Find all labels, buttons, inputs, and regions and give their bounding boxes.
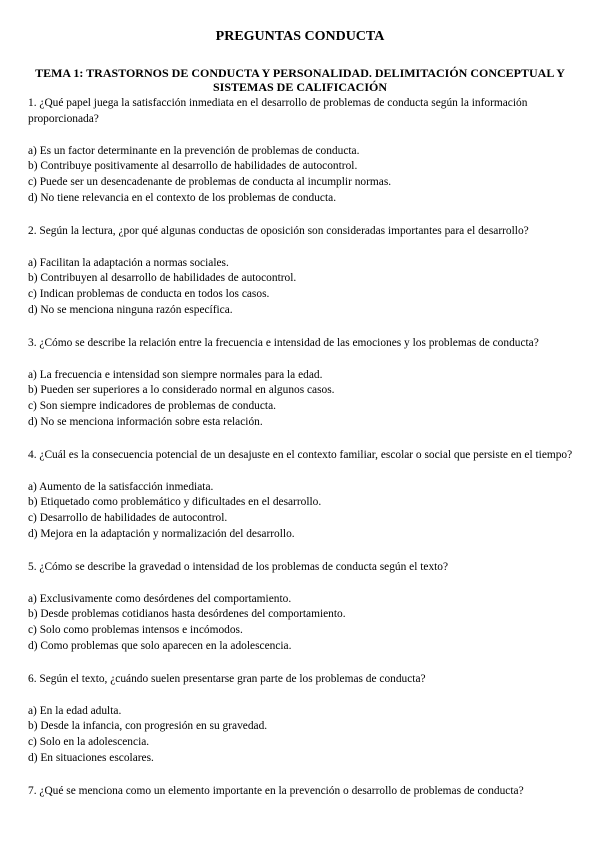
question-list <box>28 96 573 817</box>
answer-option: c) Son siempre indicadores de problemas de conducta. <box>28 400 276 413</box>
question-2 <box>28 224 573 319</box>
answer-option: a) Facilitan la adaptación a normas sociales. <box>28 256 229 269</box>
answer-option: b) Pueden ser superiores a lo considerado normal en algunos casos. <box>28 384 335 397</box>
answer-option: c) Solo como problemas intensos e incómodos. <box>28 624 243 637</box>
answer-option: c) Solo en la adolescencia. <box>28 736 150 749</box>
question-6 <box>28 672 573 767</box>
question-text: 6. Según el texto, ¿cuándo suelen presentarse gran parte de los problemas de conducta? <box>28 672 426 685</box>
answer-option: b) Etiquetado como problemático y dificultades en el desarrollo. <box>28 496 322 509</box>
question-4 <box>28 448 573 543</box>
question-text: 2. Según la lectura, ¿por qué algunas conductas de oposición son consideradas importantes para el desarrollo? <box>28 224 529 237</box>
answer-option: d) No se menciona ninguna razón específica. <box>28 303 233 316</box>
question-text: 7. ¿Qué se menciona como un elemento importante en la prevención o desarrollo de problemas de conducta? <box>28 784 524 797</box>
answer-option: a) Aumento de la satisfacción inmediata. <box>28 480 214 493</box>
answer-option: a) Exclusivamente como desórdenes del comportamiento. <box>28 592 292 605</box>
topic-heading: TEMA 1: TRASTORNOS DE CONDUCTA Y PERSONALIDAD. DELIMITACIÓN CONCEPTUAL Y SISTEMAS DE CALIFICACIÓN <box>35 66 565 94</box>
answer-option: a) Es un factor determinante en la prevención de problemas de conducta. <box>28 144 360 157</box>
document-title: PREGUNTAS CONDUCTA <box>215 29 385 44</box>
answer-option: c) Desarrollo de habilidades de autocontrol. <box>28 512 228 525</box>
answer-option: d) En situaciones escolares. <box>28 751 154 764</box>
answer-option: c) Indican problemas de conducta en todos los casos. <box>28 288 270 301</box>
answer-option: b) Contribuye positivamente al desarrollo de habilidades de autocontrol. <box>28 160 358 173</box>
question-1 <box>28 96 573 207</box>
answer-option: a) En la edad adulta. <box>28 704 122 717</box>
question-text: 1. ¿Qué papel juega la satisfacción inmediata en el desarrollo de problemas de conducta según la información proporcionada? <box>28 97 528 125</box>
question-5 <box>28 560 573 655</box>
answer-option: d) Como problemas que solo aparecen en la adolescencia. <box>28 639 292 652</box>
answer-option: b) Desde problemas cotidianos hasta desórdenes del comportamiento. <box>28 608 346 621</box>
answer-option: b) Contribuyen al desarrollo de habilidades de autocontrol. <box>28 272 297 285</box>
question-text: 5. ¿Cómo se describe la gravedad o intensidad de los problemas de conducta según el texto? <box>28 560 449 573</box>
answer-option: d) Mejora en la adaptación y normalización del desarrollo. <box>28 527 295 540</box>
answer-option: a) La frecuencia e intensidad son siempre normales para la edad. <box>28 368 323 381</box>
answer-option: d) No tiene relevancia en el contexto de los problemas de conducta. <box>28 191 337 204</box>
answer-option: d) No se menciona información sobre esta relación. <box>28 415 263 428</box>
question-7 <box>28 784 573 800</box>
answer-option: b) Desde la infancia, con progresión en su gravedad. <box>28 720 268 733</box>
question-text: 3. ¿Cómo se describe la relación entre la frecuencia e intensidad de las emociones y los problemas de conducta? <box>28 336 539 349</box>
answer-option: c) Puede ser un desencadenante de problemas de conducta al incumplir normas. <box>28 176 392 189</box>
question-3 <box>28 336 573 431</box>
question-text: 4. ¿Cuál es la consecuencia potencial de un desajuste en el contexto familiar, escolar o social que persiste en el tiempo? <box>28 448 573 461</box>
